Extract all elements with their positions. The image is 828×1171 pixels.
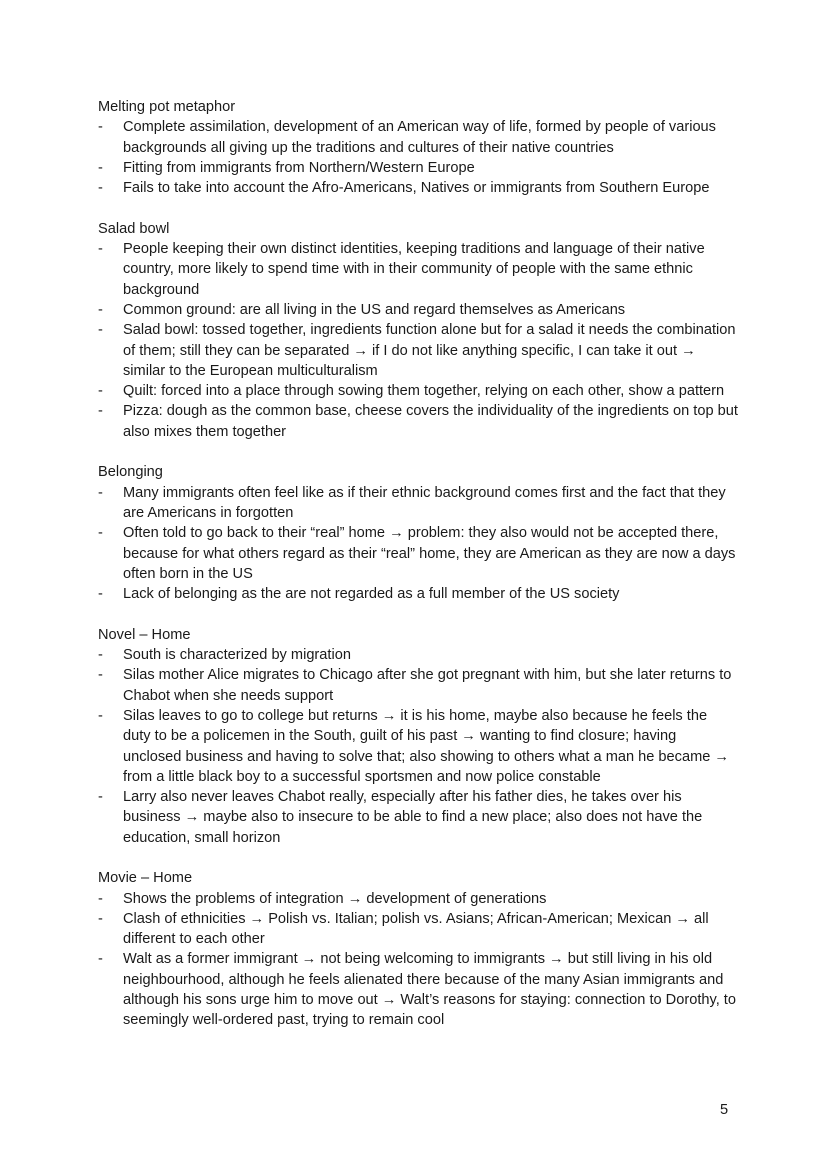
bullet-text: Walt as a former immigrant → not being welcoming to immigrants → but still living in his old neighbourhood, although he feels alienated there because of the many Asian immigrants and although his sons urge him to move out → Walt’s reasons for staying: connection to Dorothy, to seemingly well-ordered past, trying to remain cool: [123, 951, 736, 1029]
bullet-dash: -: [98, 383, 103, 400]
bullet-item: [98, 158, 738, 178]
bullet-dash: -: [98, 241, 103, 258]
bullet-dash: -: [98, 180, 103, 197]
bullet-item: [98, 381, 738, 401]
bullet-text: Fails to take into account the Afro-Americans, Natives or immigrants from Southern Europe: [123, 180, 710, 197]
section: [98, 97, 738, 198]
bullet-text: People keeping their own distinct identities, keeping traditions and language of their native country, more likely to spend time with in their community of people with the same ethnic background: [123, 241, 705, 298]
bullet-text: Fitting from immigrants from Northern/Western Europe: [123, 159, 475, 176]
bullet-item: [98, 401, 738, 442]
bullet-dash: -: [98, 667, 103, 684]
bullet-dash: -: [98, 119, 103, 136]
bullet-item: [98, 645, 738, 665]
bullet-item: [98, 584, 738, 604]
bullet-dash: -: [98, 890, 103, 907]
bullet-dash: -: [98, 159, 103, 176]
bullet-text: Larry also never leaves Chabot really, especially after his father dies, he takes over his business → maybe also to insecure to be able to find a new place; also does not have the education, small horizon: [123, 789, 703, 846]
section: [98, 868, 738, 1030]
bullet-text: Common ground: are all living in the US and regard themselves as Americans: [123, 301, 626, 318]
bullet-item: [98, 320, 738, 381]
section: [98, 462, 738, 604]
bullet-text: Pizza: dough as the common base, cheese covers the individuality of the ingredients on top but also mixes them together: [123, 403, 738, 440]
bullet-item: [98, 909, 738, 950]
bullet-text: Often told to go back to their “real” home → problem: they also would not be accepted there, because for what others regard as their “real” home, they are American as they are now a days often born in the US: [123, 525, 736, 582]
bullet-dash: -: [98, 707, 103, 724]
bullet-text: Silas leaves to go to college but returns → it is his home, maybe also because he feels the duty to be a policemen in the South, guilt of his past → wanting to find closure; having unclosed business and having to solve that; also showing to others what a man he became → from a little black boy to a successful sportsmen and now police constable: [123, 707, 730, 785]
section-heading: Movie – Home: [98, 870, 193, 887]
bullet-item: [98, 665, 738, 706]
bullet-item: [98, 300, 738, 320]
bullet-item: [98, 483, 738, 524]
bullet-list: [98, 483, 738, 605]
bullet-text: Lack of belonging as the are not regarded as a full member of the US society: [123, 586, 620, 603]
bullet-item: [98, 523, 738, 584]
bullet-text: Clash of ethnicities → Polish vs. Italian; polish vs. Asians; African-American; Mexican → all different to each other: [123, 910, 709, 948]
bullet-dash: -: [98, 586, 103, 603]
bullet-text: South is characterized by migration: [123, 647, 351, 664]
bullet-dash: -: [98, 301, 103, 318]
bullet-text: Complete assimilation, development of an American way of life, formed by people of various backgrounds all giving up the traditions and cultures of their native countries: [123, 119, 716, 156]
bullet-list: [98, 889, 738, 1031]
bullet-dash: -: [98, 322, 103, 339]
document-page: [98, 97, 738, 1051]
bullet-text: Salad bowl: tossed together, ingredients function alone but for a salad it needs the combination of them; still they can be separated → if I do not like anything specific, I can take it out → similar to the European multiculturalism: [123, 322, 736, 379]
bullet-text: Silas mother Alice migrates to Chicago after she got pregnant with him, but she later returns to Chabot when she needs support: [123, 667, 732, 704]
page-number: 5: [720, 1102, 729, 1118]
bullet-dash: -: [98, 647, 103, 664]
bullet-list: [98, 117, 738, 198]
bullet-item: [98, 117, 738, 158]
section: [98, 625, 738, 848]
bullet-list: [98, 645, 738, 848]
bullet-item: [98, 787, 738, 848]
bullet-item: [98, 239, 738, 300]
section-heading: Belonging: [98, 464, 163, 481]
bullet-list: [98, 239, 738, 442]
bullet-item: [98, 706, 738, 787]
section-heading: Salad bowl: [98, 220, 170, 237]
bullet-dash: -: [98, 403, 103, 420]
bullet-dash: -: [98, 484, 103, 501]
bullet-text: Many immigrants often feel like as if their ethnic background comes first and the fact that they are Americans in forgotten: [123, 484, 726, 521]
section-heading: Melting pot metaphor: [98, 99, 236, 115]
bullet-dash: -: [98, 910, 103, 927]
bullet-dash: -: [98, 789, 103, 806]
bullet-text: Shows the problems of integration → development of generations: [123, 890, 547, 907]
bullet-item: [98, 949, 738, 1030]
bullet-item: [98, 178, 738, 198]
section: [98, 219, 738, 442]
bullet-item: [98, 889, 738, 909]
bullet-dash: -: [98, 525, 103, 542]
section-heading: Novel – Home: [98, 626, 191, 643]
bullet-dash: -: [98, 951, 103, 968]
bullet-text: Quilt: forced into a place through sowing them together, relying on each other, show a pattern: [123, 383, 725, 400]
